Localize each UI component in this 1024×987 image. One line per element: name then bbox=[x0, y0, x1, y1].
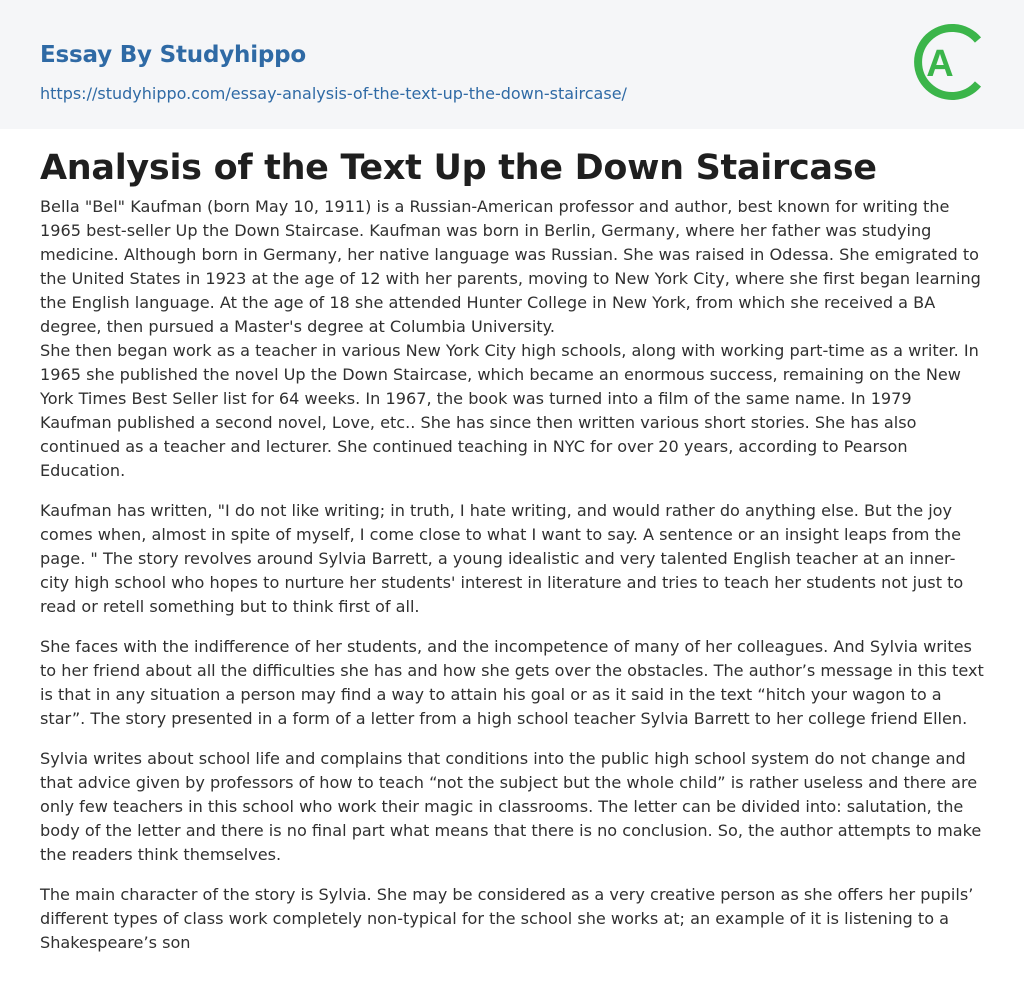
article-paragraph: The main character of the story is Sylvia. She may be considered as a very creative person as she offers her pupils’ different types of class work completely non-typical for the school she works at; an example of it is listening to a Shakespeare’s son bbox=[40, 885, 974, 952]
article-title: Analysis of the Text Up the Down Staircase bbox=[40, 148, 877, 188]
article-paragraph: Bella "Bel" Kaufman (born May 10, 1911) is a Russian-American professor and author, best known for writing the 1965 best-seller Up the Down Staircase. Kaufman was born in Berlin, Germany, where her father was studying medicine. Although born in Germany, her native language was Russian. She was raised in Odessa. She emigrated to the United States in 1923 at the age of 12 with her parents, moving to New York City, where she first began learning the English language. At the age of 18 she attended Hunter College in New York, from which she received a BA degree, then pursued a Master's degree at Columbia University. bbox=[40, 197, 981, 336]
studyhippo-logo-icon[interactable] bbox=[912, 20, 986, 104]
source-url-link[interactable]: https://studyhippo.com/essay-analysis-of-the-text-up-the-down-staircase/ bbox=[40, 84, 627, 103]
site-header bbox=[0, 0, 1024, 129]
article-paragraph: She then began work as a teacher in various New York City high schools, along with working part-time as a writer. In 1965 she published the novel Up the Down Staircase, which became an enormous success, remaining on the New York Times Best Seller list for 64 weeks. In 1967, the book was turned into a film of the same name. In 1979 Kaufman published a second novel, Love, etc.. She has since then written various short stories. She has also continued as a teacher and lecturer. She continued teaching in NYC for over 20 years, according to Pearson Education. bbox=[40, 341, 979, 480]
logo-letter: A bbox=[926, 43, 954, 85]
article-paragraph: Sylvia writes about school life and complains that conditions into the public high school system do not change and that advice given by professors of how to teach “not the subject but the whole child” is rather useless and there are only few teachers in this school who work their magic in classrooms. The letter can be divided into: salutation, the body of the letter and there is no final part what means that there is no conclusion. So, the author attempts to make the readers think themselves. bbox=[40, 749, 982, 864]
article-paragraph: Kaufman has written, "I do not like writing; in truth, I hate writing, and would rather do anything else. But the joy comes when, almost in spite of myself, I come close to what I want to say. A sentence or an insight leaps from the page. " The story revolves around Sylvia Barrett, a young idealistic and very talented English teacher at an inner-city high school who hopes to nurture her students' interest in literature and tries to teach her students not just to read or retell something but to think first of all. bbox=[40, 501, 964, 616]
article bbox=[0, 129, 1024, 955]
brand-title[interactable]: Essay By Studyhippo bbox=[40, 42, 307, 68]
article-paragraph: She faces with the indifference of her students, and the incompetence of many of her colleagues. And Sylvia writes to her friend about all the difficulties she has and how she gets over the obstacles. The author’s message in this text is that in any situation a person may find a way to attain his goal or as it said in the text “hitch your wagon to a star”. The story presented in a form of a letter from a high school teacher Sylvia Barrett to her college friend Ellen. bbox=[40, 637, 984, 728]
